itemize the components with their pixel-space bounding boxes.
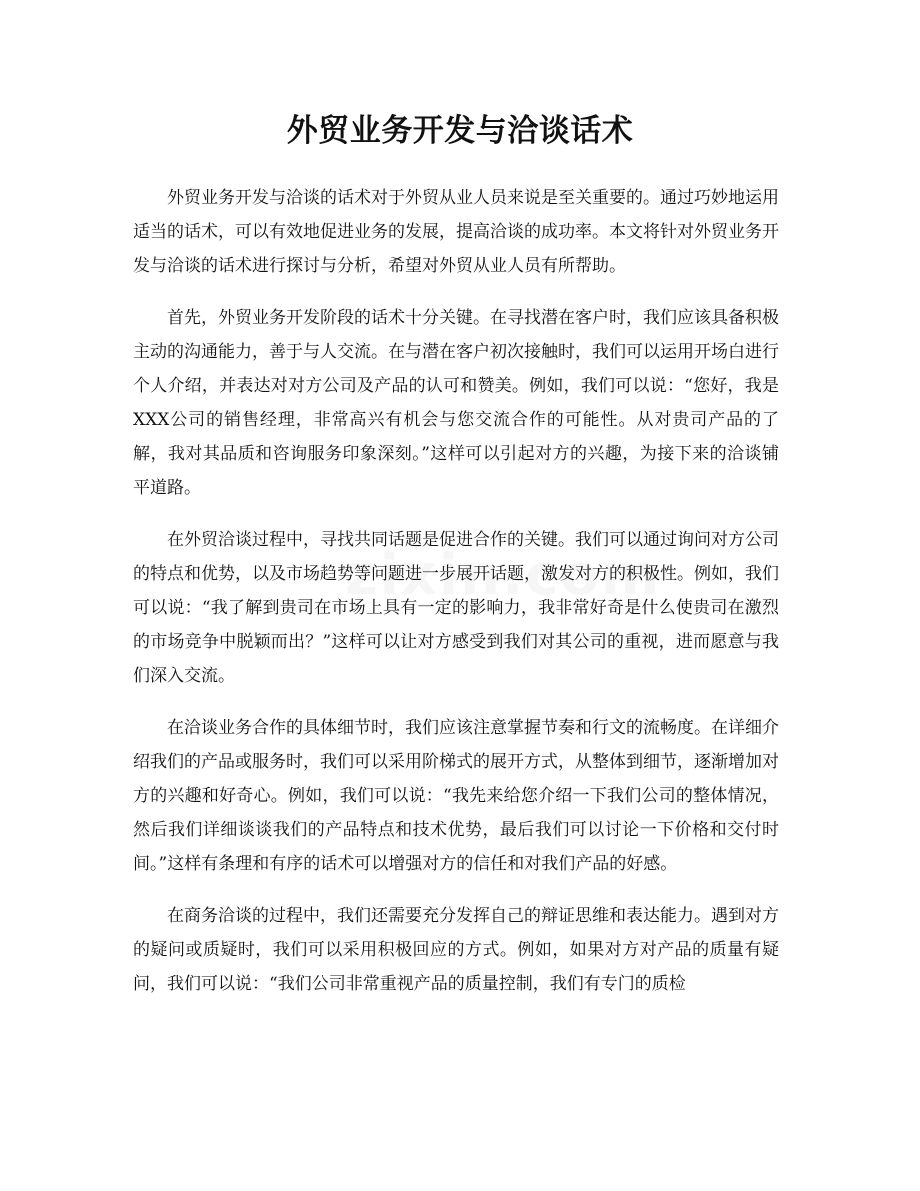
document-body [133, 181, 779, 1019]
document-title: 外贸业务开发与洽谈话术 [286, 113, 634, 149]
paragraph-common-topics: 在外贸洽谈过程中，寻找共同话题是促进合作的关键。我们可以通过询问对方公司的特点和优势，以及市场趋势等问题进一步展开话题，激发对方的积极性。例如，我们可以说：“我了解到贵司在市场上具有一定的影响力，我非常好奇是什么使贵司在激烈的市场竞争中脱颖而出？”这样可以让对方感受到我们对其公司的重视，进而愿意与我们深入交流。 [133, 530, 779, 686]
paragraph-development: 首先，外贸业务开发阶段的话术十分关键。在寻找潜在客户时，我们应该具备积极主动的沟通能力，善于与人交流。在与潜在客户初次接触时，我们可以运用开场白进行个人介绍，并表达对对方公司及产品的认可和赞美。例如，我们可以说：“您好，我是XXX公司的销售经理，非常高兴有机会与您交流合作的可能性。从对贵司产品的了解，我对其品质和咨询服务印象深刻。”这样可以引起对方的兴趣，为接下来的洽谈铺平道路。 [133, 308, 779, 498]
paragraph-intro: 外贸业务开发与洽谈的话术对于外贸从业人员来说是至关重要的。通过巧妙地运用适当的话术，可以有效地促进业务的发展，提高洽谈的成功率。本文将针对外贸业务开发与洽谈的话术进行探讨与分析，希望对外贸从业人员有所帮助。 [133, 188, 779, 276]
paragraph-details: 在洽谈业务合作的具体细节时，我们应该注意掌握节奏和行文的流畅度。在详细介绍我们的产品或服务时，我们可以采用阶梯式的展开方式，从整体到细节，逐渐增加对方的兴趣和好奇心。例如，我们可以说：“我先来给您介绍一下我们公司的整体情况，然后我们详细谈谈我们的产品特点和技术优势，最后我们可以讨论一下价格和交付时间。”这样有条理和有序的话术可以增强对方的信任和对我们产品的好感。 [133, 718, 779, 874]
paragraph-negotiation: 在商务洽谈的过程中，我们还需要充分发挥自己的辩证思维和表达能力。遇到对方的疑问或质疑时，我们可以采用积极回应的方式。例如，如果对方对产品的质量有疑问，我们可以说：“我们公司非常重视产品的质量控制，我们有专门的质检 [133, 906, 779, 994]
